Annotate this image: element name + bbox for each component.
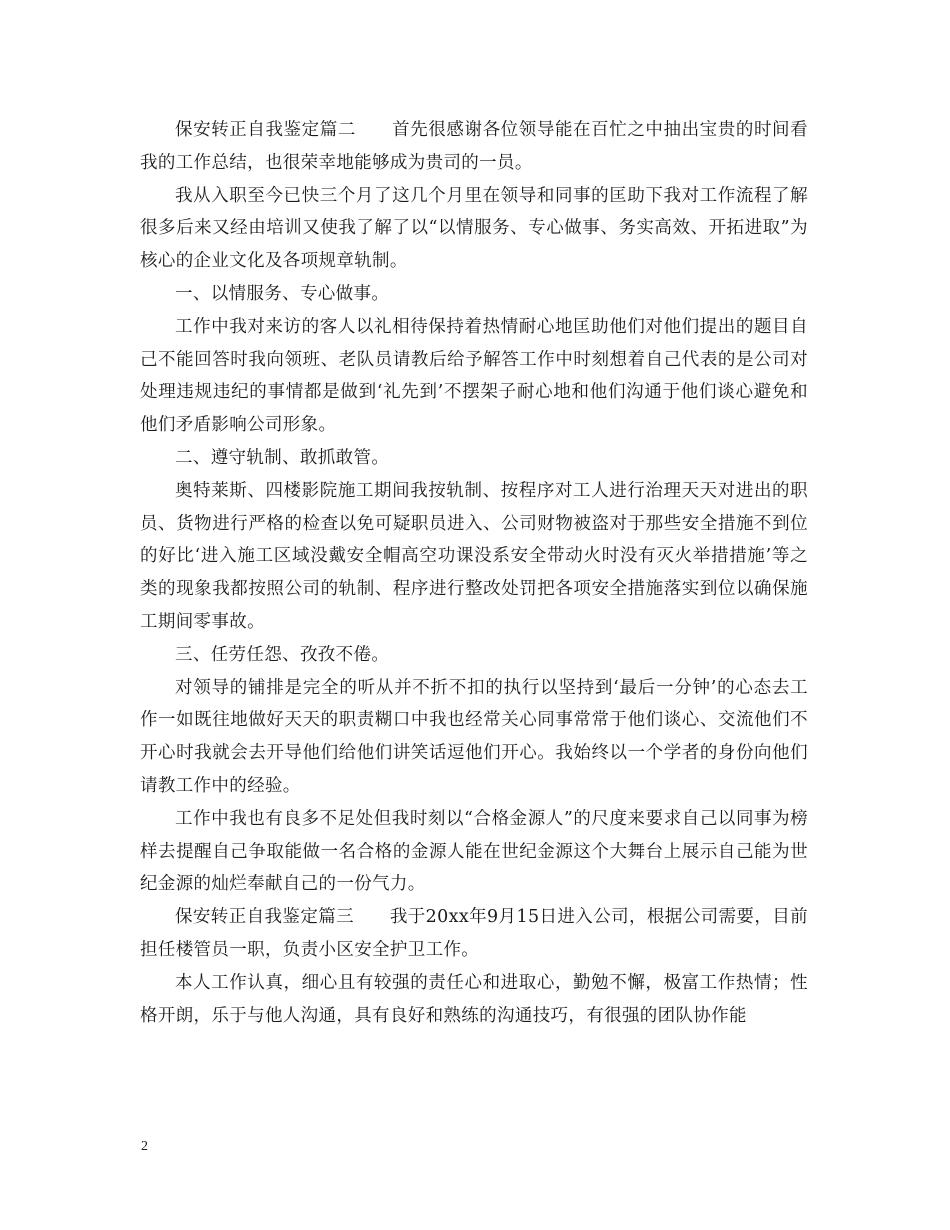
section-heading-3: 三、任劳任怨、孜孜不倦。 (175, 644, 390, 665)
paragraph-8: 本人工作认真，细心且有较强的责任心和进取心，勤勉不懈，极富工作热情；性格开朗，乐于与他人沟通，具有良好和熟练的沟通技巧，有很强的团队协作能 (140, 972, 808, 1026)
section-heading-1: 一、以情服务、专心做事。 (175, 283, 390, 304)
paragraph-4: 奥特莱斯、四楼影院施工期间我按轨制、按程序对工人进行治理天天对进出的职员、货物进行严格的检查以免可疑职员进入、公司财物被盗对于那些安全措施不到位的好比‘进入施工区域没戴安全帽高空功课没系安全带动火时没有灭火举措措施’等之类的现象我都按照公司的轨制、程序进行整改处罚把各项安全措施落实到位以确保施工期间零事故。 (140, 480, 808, 632)
paragraph-1: 保安转正自我鉴定篇二 首先很感谢各位领导能在百忙之中抽出宝贵的时间看我的工作总结，也很荣幸地能够成为贵司的一员。 (140, 120, 808, 173)
page-number: 2 (141, 1139, 148, 1154)
paragraph-3: 工作中我对来访的客人以礼相待保持着热情耐心地匡助他们对他们提出的题目自己不能回答时我向领班、老队员请教后给予解答工作中时刻想着自己代表的是公司对处理违规违纪的事情都是做到‘礼先到’不摆架子耐心地和他们沟通于他们谈心避免和他们矛盾影响公司形象。 (140, 316, 808, 436)
paragraph-7: 保安转正自我鉴定篇三 我于20xx年9月15日进入公司，根据公司需要，目前担任楼管员一职，负责小区安全护卫工作。 (140, 907, 808, 960)
paragraph-6: 工作中我也有良多不足处但我时刻以“合格金源人”的尺度来要求自己以同事为榜样去提醒自己争取能做一名合格的金源人能在世纪金源这个大舞台上展示自己能为世纪金源的灿烂奉献自己的一份气力。 (140, 808, 808, 895)
paragraph-5: 对领导的铺排是完全的听从并不折不扣的执行以坚持到‘最后一分钟’的心态去工作一如既往地做好天天的职责糊口中我也经常关心同事常常于他们谈心、交流他们不开心时我就会去开导他们给他们讲笑话逗他们开心。我始终以一个学者的身份向他们请教工作中的经验。 (140, 677, 808, 796)
document-body (140, 114, 808, 1032)
section-heading-2: 二、遵守轨制、敢抓敢管。 (175, 447, 390, 468)
paragraph-2: 我从入职至今已快三个月了这几个月里在领导和同事的匡助下我对工作流程了解很多后来又经由培训又使我了解了以“以情服务、专心做事、务实高效、开拓进取”为核心的企业文化及各项规章轨制。 (140, 185, 808, 272)
